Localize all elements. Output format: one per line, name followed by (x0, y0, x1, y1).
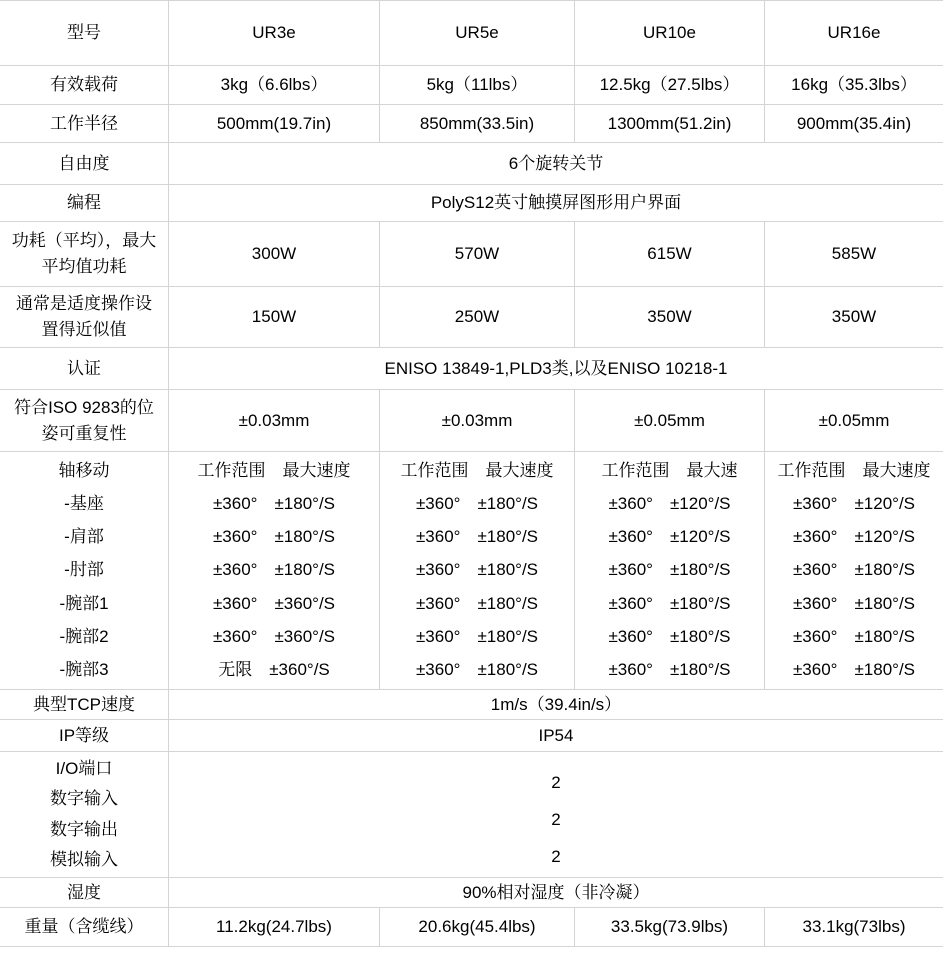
axis-value-row (169, 524, 379, 550)
power-typical-ur3e: 150W (168, 287, 379, 347)
axis-range-header: 工作范围 (601, 460, 670, 480)
axis-speed: ±360°/S (274, 593, 336, 613)
reach-ur10e: 1300mm(51.2in) (574, 105, 764, 142)
reach-label: 工作半径 (50, 113, 118, 133)
repeatability-ur3e: ±0.03mm (168, 390, 379, 451)
weight-ur10e: 33.5kg(73.9lbs) (574, 908, 764, 946)
payload-ur10e: 12.5kg（27.5lbs） (574, 66, 764, 104)
axis-range: ±360° (415, 593, 461, 613)
axis-speed: ±180°/S (477, 560, 539, 580)
weight-ur3e: 11.2kg(24.7lbs) (168, 908, 379, 946)
io-labels (0, 752, 168, 877)
weight-ur5e: 20.6kg(45.4lbs) (379, 908, 574, 946)
row-power-max (0, 222, 943, 287)
axis-speed: ±180°/S (669, 593, 731, 613)
axis-range: ±360° (415, 560, 461, 580)
axis-range: ±360° (415, 627, 461, 647)
axis-speed: ±180°/S (477, 527, 539, 547)
row-dof (0, 143, 943, 185)
axis-value-row (380, 557, 574, 583)
programming-label: 编程 (67, 193, 101, 212)
digital-output-value: 2 (551, 809, 561, 829)
axis-speed: ±180°/S (477, 593, 539, 613)
axis-range-header: 工作范围 (197, 460, 266, 480)
payload-ur16e: 16kg（35.3lbs） (764, 66, 943, 104)
axis-speed-header: 最大速度 (282, 460, 351, 480)
joint-label-shoulder: -肩部 (64, 527, 104, 547)
axis-speed: ±180°/S (274, 560, 336, 580)
axis-value-row (575, 557, 764, 583)
programming-value: PolyS12英寸触摸屏图形用户界面 (168, 185, 943, 221)
axis-range: ±360° (792, 493, 838, 513)
row-io-ports (0, 752, 943, 878)
digital-input-label: 数字输入 (50, 789, 118, 809)
humidity-label: 湿度 (67, 882, 101, 902)
axis-range-header: 工作范围 (777, 460, 846, 480)
row-payload (0, 66, 943, 105)
axis-range: ±360° (415, 493, 461, 513)
joint-label-wrist3: -腕部3 (59, 660, 109, 680)
digital-input-value: 2 (551, 773, 561, 793)
axis-speed: ±180°/S (854, 627, 916, 647)
axis-speed: ±180°/S (274, 493, 336, 513)
axis-header-ur10e (575, 458, 764, 484)
axis-value-row (765, 491, 943, 517)
axis-value-row (380, 591, 574, 617)
axis-value-row (765, 524, 943, 550)
axis-column-ur10e (574, 452, 764, 689)
reach-ur16e: 900mm(35.4in) (764, 105, 943, 142)
row-humidity (0, 878, 943, 908)
row-repeatability (0, 390, 943, 452)
power-typical-ur10e: 350W (574, 287, 764, 347)
axis-speed-header: 最大速 (686, 460, 738, 480)
repeatability-label: 符合ISO 9283的位姿可重复性 (14, 397, 154, 443)
axis-value-row (380, 657, 574, 683)
axis-speed: ±180°/S (854, 560, 916, 580)
axis-value-row (575, 591, 764, 617)
model-header-ur10e: UR10e (574, 1, 764, 65)
axis-value-row (765, 657, 943, 683)
io-values (168, 752, 943, 877)
power-typical-label: 通常是适度操作设置得近似值 (16, 294, 152, 339)
axis-range: ±360° (608, 493, 653, 513)
axis-speed: ±180°/S (477, 660, 539, 680)
axis-value-row (169, 591, 379, 617)
row-axis-movement (0, 452, 943, 690)
axis-range: ±360° (792, 593, 838, 613)
weight-label: 重量（含缆线） (24, 917, 144, 936)
axis-range: ±360° (212, 593, 258, 613)
axis-speed: ±180°/S (669, 660, 731, 680)
power-max-ur3e: 300W (168, 222, 379, 286)
model-header-ur16e: UR16e (764, 1, 943, 65)
axis-column-ur16e (764, 452, 943, 689)
certification-label: 认证 (67, 358, 101, 378)
axis-header-ur5e (380, 458, 574, 484)
axis-value-row (765, 624, 943, 650)
axis-range: ±360° (608, 560, 653, 580)
joint-label-wrist2: -腕部2 (59, 627, 109, 647)
axis-speed: ±180°/S (274, 527, 336, 547)
axis-range: ±360° (212, 560, 258, 580)
axis-speed: ±180°/S (477, 493, 539, 513)
repeatability-ur10e: ±0.05mm (574, 390, 764, 451)
axis-value-row (765, 591, 943, 617)
axis-speed: ±360°/S (269, 660, 330, 680)
power-max-ur16e: 585W (764, 222, 943, 286)
axis-speed: ±180°/S (854, 593, 916, 613)
dof-value: 6个旋转关节 (168, 143, 943, 184)
reach-ur5e: 850mm(33.5in) (379, 105, 574, 142)
joint-label-base: -基座 (64, 493, 104, 513)
axis-range: ±360° (792, 627, 838, 647)
digital-output-label: 数字输出 (50, 819, 118, 839)
axis-range: ±360° (792, 560, 838, 580)
axis-labels (0, 452, 168, 689)
axis-range-header: 工作范围 (400, 460, 469, 480)
ip-rating-value: IP54 (168, 720, 943, 751)
axis-value-row (575, 657, 764, 683)
axis-range: ±360° (608, 593, 653, 613)
power-max-ur5e: 570W (379, 222, 574, 286)
axis-speed-header: 最大速度 (862, 460, 931, 480)
axis-header-ur3e (169, 458, 379, 484)
axis-value-row (169, 624, 379, 650)
repeatability-ur5e: ±0.03mm (379, 390, 574, 451)
axis-speed: ±180°/S (477, 627, 539, 647)
ip-rating-label: IP等级 (58, 725, 110, 745)
payload-ur3e: 3kg（6.6lbs） (168, 66, 379, 104)
axis-range: ±360° (792, 527, 838, 547)
axis-value-row (169, 491, 379, 517)
power-typical-ur5e: 250W (379, 287, 574, 347)
tcp-speed-value: 1m/s（39.4in/s） (168, 690, 943, 719)
axis-speed: ±360°/S (274, 627, 336, 647)
payload-label: 有效载荷 (50, 75, 118, 94)
payload-ur5e: 5kg（11lbs） (379, 66, 574, 104)
row-reach (0, 105, 943, 143)
row-model-header (0, 1, 943, 66)
axis-range: ±360° (415, 660, 461, 680)
io-ports-label: I/O端口 (55, 759, 113, 779)
header-label: 型号 (67, 23, 101, 42)
axis-value-row (380, 491, 574, 517)
axis-range: ±360° (212, 527, 258, 547)
power-typical-ur16e: 350W (764, 287, 943, 347)
repeatability-ur16e: ±0.05mm (764, 390, 943, 451)
tcp-speed-label: 典型TCP速度 (33, 694, 135, 714)
axis-speed: ±120°/S (669, 493, 731, 513)
axis-column-ur3e (168, 452, 379, 689)
axis-header-ur16e (765, 458, 943, 484)
analog-input-value: 2 (551, 846, 561, 866)
reach-ur3e: 500mm(19.7in) (168, 105, 379, 142)
axis-column-ur5e (379, 452, 574, 689)
joint-label-elbow: -肘部 (64, 560, 104, 580)
axis-value-row (169, 657, 379, 683)
axis-speed: ±180°/S (669, 560, 731, 580)
axis-speed-header: 最大速度 (485, 460, 554, 480)
axis-range: ±360° (792, 660, 838, 680)
row-certification (0, 348, 943, 390)
row-weight (0, 908, 943, 947)
model-header-ur5e: UR5e (379, 1, 574, 65)
row-ip-rating (0, 720, 943, 752)
power-max-ur10e: 615W (574, 222, 764, 286)
axis-value-row (169, 557, 379, 583)
certification-value: ENISO 13849-1,PLD3类,以及ENISO 10218-1 (168, 348, 943, 389)
axis-value-row (765, 557, 943, 583)
axis-speed: ±120°/S (854, 493, 916, 513)
power-max-label: 功耗（平均），最大平均值功耗 (11, 231, 157, 276)
joint-label-wrist1: -腕部1 (59, 593, 109, 613)
axis-range: 无限 (218, 660, 253, 680)
axis-value-row (380, 624, 574, 650)
dof-label: 自由度 (58, 153, 110, 173)
axis-range: ±360° (608, 627, 653, 647)
axis-speed: ±120°/S (669, 527, 731, 547)
axis-range: ±360° (415, 527, 461, 547)
axis-value-row (575, 524, 764, 550)
model-header-ur3e: UR3e (168, 1, 379, 65)
axis-range: ±360° (212, 627, 258, 647)
row-tcp-speed (0, 690, 943, 720)
axis-value-row (380, 524, 574, 550)
axis-value-row (575, 624, 764, 650)
axis-movement-label: 轴移动 (58, 460, 110, 480)
axis-range: ±360° (608, 527, 653, 547)
axis-speed: ±180°/S (854, 660, 916, 680)
row-programming (0, 185, 943, 222)
axis-speed: ±180°/S (669, 627, 731, 647)
row-power-typical (0, 287, 943, 348)
axis-speed: ±120°/S (854, 527, 916, 547)
weight-ur16e: 33.1kg(73lbs) (764, 908, 943, 946)
axis-range: ±360° (212, 493, 258, 513)
analog-input-label: 模拟输入 (50, 849, 118, 869)
axis-range: ±360° (608, 660, 653, 680)
axis-value-row (575, 491, 764, 517)
humidity-value: 90%相对湿度（非冷凝） (168, 878, 943, 907)
